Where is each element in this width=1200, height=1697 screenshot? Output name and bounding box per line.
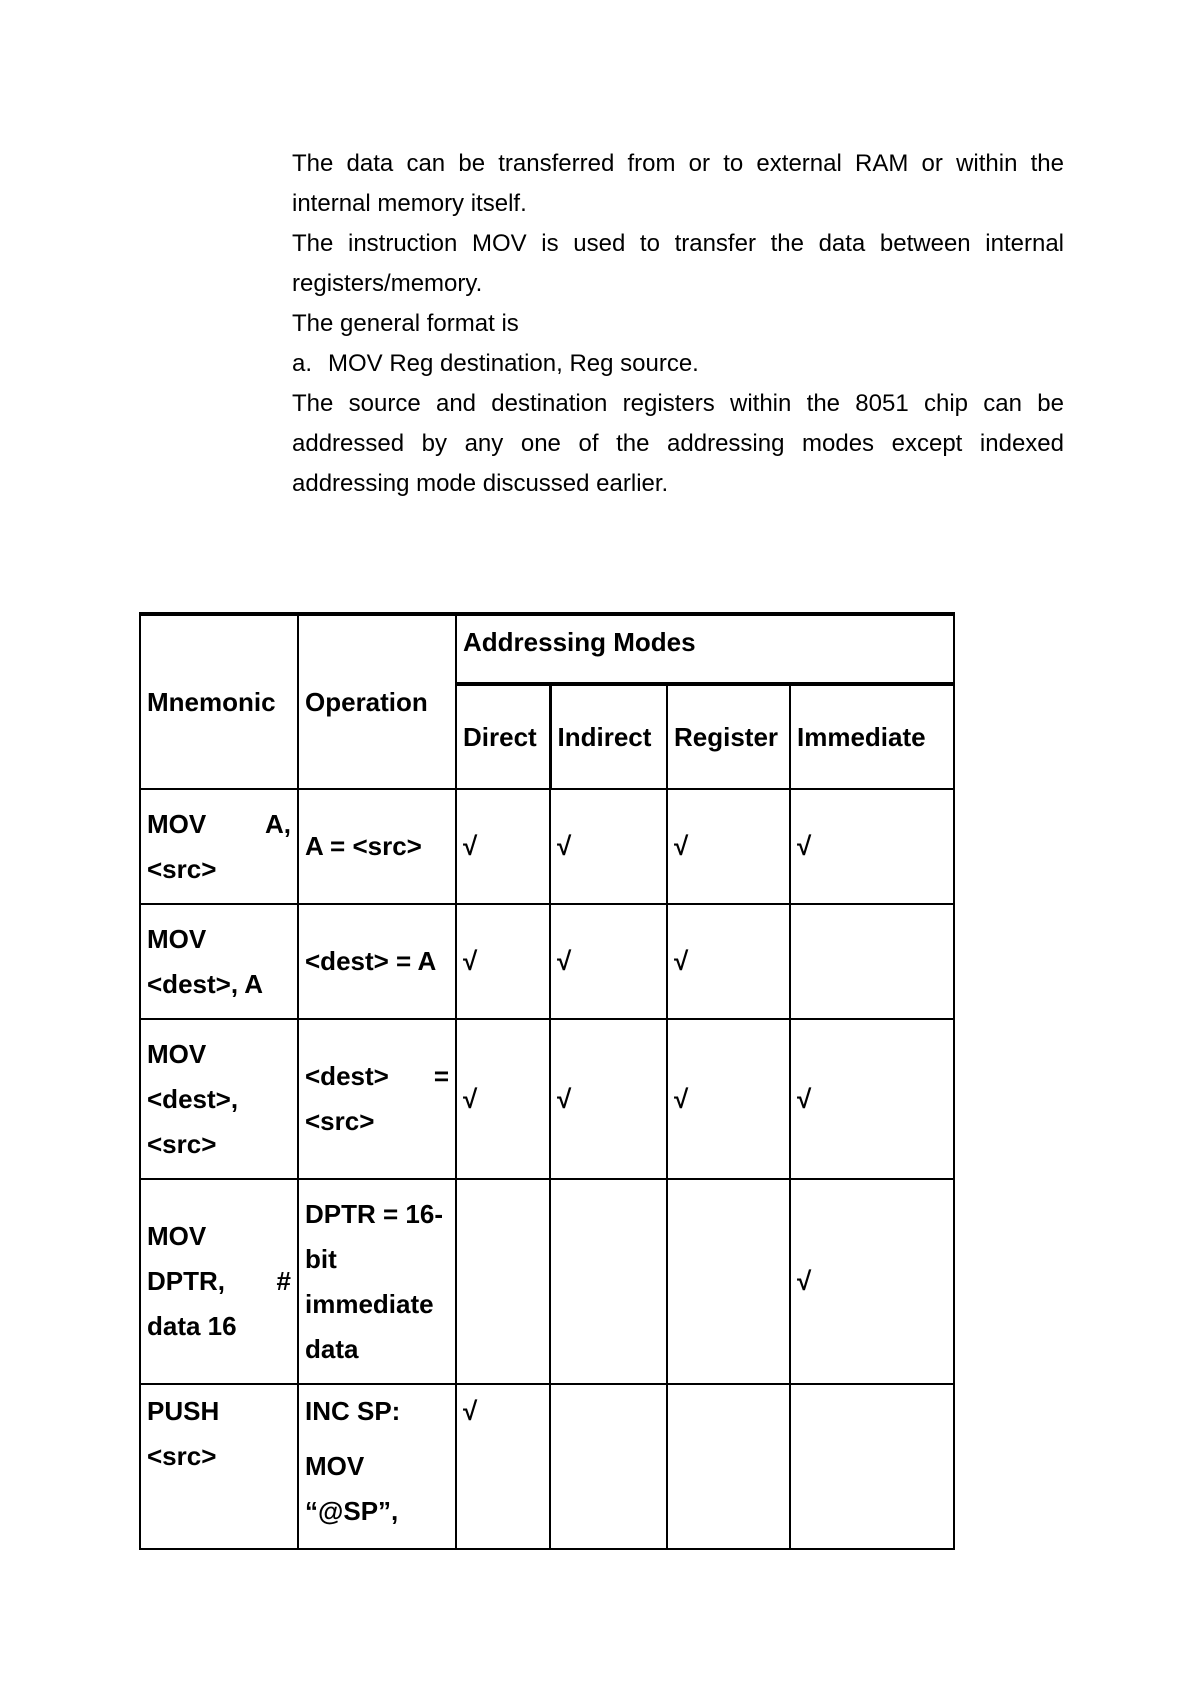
table-row: [140, 1179, 954, 1384]
check-direct: √: [456, 1384, 550, 1549]
check-indirect: √: [550, 789, 667, 904]
header-addressing-modes: Addressing Modes: [456, 614, 954, 684]
mnemonic-cell: PUSH <src>: [140, 1384, 298, 1549]
check-register: √: [667, 904, 790, 1019]
mnemonic-cell: MOV DPTR, # data 16: [140, 1179, 298, 1384]
operation-line: INC SP:: [305, 1396, 401, 1426]
addressing-modes-table: [139, 612, 955, 1550]
check-indirect: [550, 1179, 667, 1384]
table-header-row: [140, 614, 954, 684]
check-immediate: [790, 904, 954, 1019]
header-mnemonic: Mnemonic: [140, 614, 298, 789]
mnemonic-cell: MOV A, <src>: [140, 789, 298, 904]
operation-cell: <dest> = <src>: [298, 1019, 456, 1179]
check-direct: [456, 1179, 550, 1384]
check-indirect: √: [550, 904, 667, 1019]
check-immediate: √: [790, 1019, 954, 1179]
intro-paragraph-3: The general format is: [292, 310, 519, 337]
intro-paragraph-4: The source and destination registers within the 8051 chip can be addressed by any one of the addressing modes except indexed addressing mode discussed earlier.: [292, 390, 1064, 497]
check-register: [667, 1384, 790, 1549]
intro-paragraph-1: The data can be transferred from or to external RAM or within the internal memory itself.: [292, 150, 1064, 217]
check-register: [667, 1179, 790, 1384]
table-row: [140, 1384, 954, 1549]
check-immediate: √: [790, 789, 954, 904]
table-row: [140, 1019, 954, 1179]
operation-cell: [298, 1384, 456, 1549]
header-register: Register: [667, 684, 790, 789]
header-indirect: Indirect: [550, 684, 667, 789]
intro-paragraph-2: The instruction MOV is used to transfer the data between internal registers/memory.: [292, 230, 1064, 297]
list-item-text: MOV Reg destination, Reg source.: [328, 350, 699, 377]
check-register: √: [667, 1019, 790, 1179]
list-item: [292, 344, 1064, 384]
header-immediate: Immediate: [790, 684, 954, 789]
mnemonic-cell: MOV <dest>, A: [140, 904, 298, 1019]
check-direct: √: [456, 1019, 550, 1179]
mnemonic-cell: MOV <dest>, <src>: [140, 1019, 298, 1179]
table-row: [140, 789, 954, 904]
check-register: √: [667, 789, 790, 904]
operation-cell: A = <src>: [298, 789, 456, 904]
header-operation: Operation: [298, 614, 456, 789]
operation-cell: <dest> = A: [298, 904, 456, 1019]
header-direct: Direct: [456, 684, 550, 789]
check-direct: √: [456, 904, 550, 1019]
check-indirect: √: [550, 1019, 667, 1179]
operation-line: MOV “@SP”,: [305, 1451, 399, 1526]
operation-cell: DPTR = 16-bit immediate data: [298, 1179, 456, 1384]
list-marker: a.: [292, 350, 313, 377]
intro-text: [292, 144, 1064, 504]
check-direct: √: [456, 789, 550, 904]
table-row: [140, 904, 954, 1019]
check-immediate: [790, 1384, 954, 1549]
check-immediate: √: [790, 1179, 954, 1384]
check-indirect: [550, 1384, 667, 1549]
